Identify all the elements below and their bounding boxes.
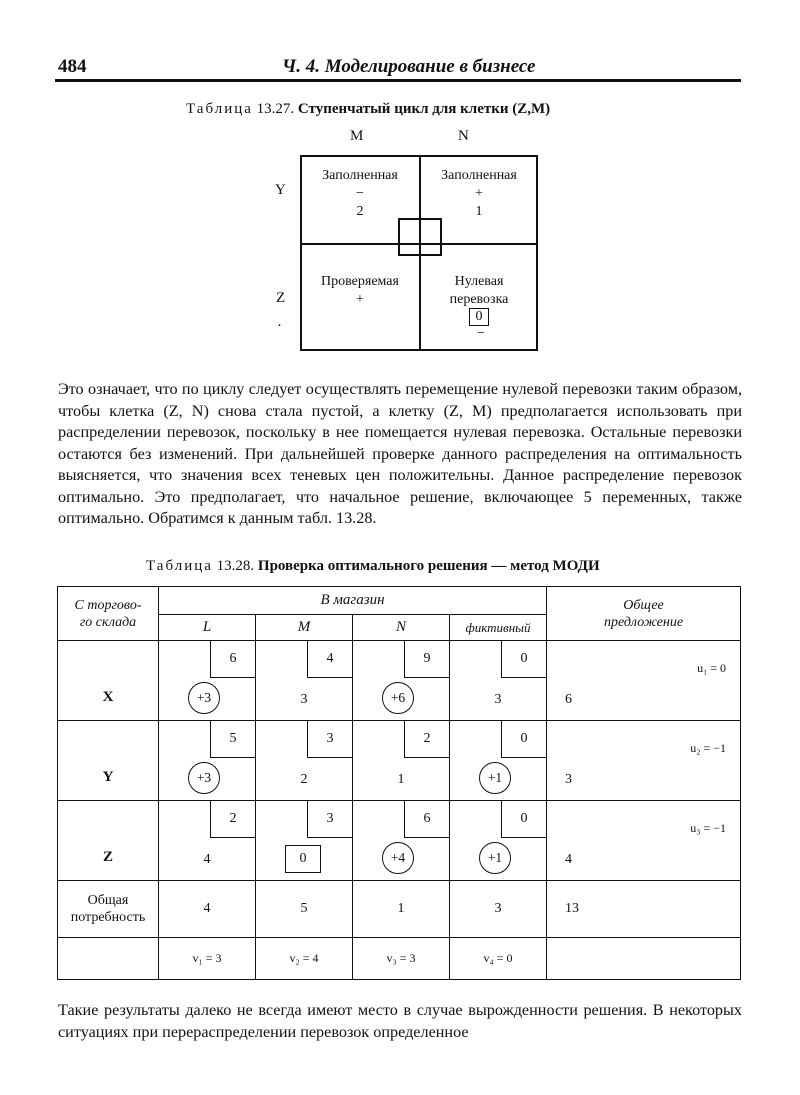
cell-ym-name: Заполненная — [322, 168, 398, 183]
alloc-x-dummy: 3 — [494, 692, 502, 707]
paragraph-2: Такие результаты далеко не всегда имеют место в случае вырожденности решения. В некоторых ситуациях при перераспределении перевозок определенное — [58, 1001, 742, 1041]
supply-y: 3 — [565, 772, 573, 787]
cell-zm — [302, 273, 418, 309]
table1-number: 13.27. — [256, 101, 295, 117]
table2-number: 13.28. — [216, 558, 255, 574]
cost-z-dummy: 0 — [501, 800, 546, 838]
cost-x-n: 9 — [404, 640, 449, 678]
cell-ym — [302, 167, 418, 221]
u2-potential: u₂ = −1 — [690, 741, 727, 755]
demand-l: 4 — [159, 881, 256, 938]
v4-potential: v₄ = 0 — [450, 938, 547, 980]
shadow-price-y-dummy: +1 — [479, 762, 511, 794]
v1-potential: v₁ = 3 — [159, 938, 256, 980]
u3-potential: u₃ = −1 — [690, 821, 727, 835]
shadow-price-y-l: +3 — [188, 762, 220, 794]
paragraph-1: Это означает, что по циклу следует осуществлять перемещение нулевой перевозки таким образом, чтобы клетка (Z, N) снова стала пустой, а клетку (Z, M) предполагается использовать при распределении перевозок, поскольку в нее помещается нулевая перевозка. Остальные перевозки остаются без изменений. При дальнейшей проверке данного распределения на оптимальность выясняется, что значения всех теневых цен положительны. Данное распределение перевозок оптимально. Это предполагает, что начальное решение, включающее 5 переменных, также оптимально. Обратимся к данным табл. 13.28. — [58, 380, 742, 527]
zero-alloc-z-m: 0 — [285, 845, 321, 873]
page-number: 484 — [58, 56, 87, 77]
cell-y-dummy — [450, 721, 547, 801]
shadow-price-z-n: +4 — [382, 842, 414, 874]
cost-x-l: 6 — [210, 640, 255, 678]
col-header-l: L — [159, 615, 256, 641]
alloc-y-n: 1 — [397, 772, 405, 787]
v3-potential: v₃ = 3 — [353, 938, 450, 980]
supply-z-cell — [547, 801, 741, 881]
cell-x-m — [256, 641, 353, 721]
supply-x: 6 — [565, 692, 573, 707]
col-header-m: M — [350, 128, 364, 144]
grand-total: 13 — [547, 881, 741, 938]
row-label-z: Z — [58, 801, 159, 881]
supply-header-line1: Общее — [623, 597, 664, 613]
v-row-empty — [547, 938, 741, 980]
cost-x-m: 4 — [307, 640, 352, 678]
cell-y-l — [159, 721, 256, 801]
cell-yn — [421, 167, 537, 221]
cell-y-m — [256, 721, 353, 801]
cell-yn-name: Заполненная — [441, 168, 517, 183]
col-header-n: N — [353, 615, 450, 641]
cost-z-m: 3 — [307, 800, 352, 838]
table2-label: Таблица — [146, 558, 213, 574]
demand-n: 1 — [353, 881, 450, 938]
alloc-y-m: 2 — [300, 772, 308, 787]
cell-x-n — [353, 641, 450, 721]
cell-x-l — [159, 641, 256, 721]
demand-dummy: 3 — [450, 881, 547, 938]
from-header-line2: го склада — [79, 614, 137, 630]
cell-ym-value: 2 — [356, 204, 364, 219]
header-rule — [55, 79, 741, 82]
col-header-n: N — [458, 128, 469, 144]
demand-label-line2: потребность — [70, 910, 146, 925]
cycle-marker-square — [398, 218, 442, 256]
cost-y-m: 3 — [307, 720, 352, 758]
to-store-header: В магазин — [159, 587, 547, 615]
v-row-label — [58, 938, 159, 980]
alloc-z-l: 4 — [203, 852, 211, 867]
cost-y-l: 5 — [210, 720, 255, 758]
table2-title: Проверка оптимального решения — метод МОДИ — [257, 558, 600, 574]
cell-zn-name2: перевозка — [449, 292, 509, 307]
row-header-z: Z — [276, 290, 286, 306]
total-supply-header — [547, 587, 741, 641]
demand-label-line1: Общая — [87, 893, 129, 908]
demand-m: 5 — [256, 881, 353, 938]
cell-zm-name: Проверяемая — [321, 274, 399, 289]
cell-zm-sign: + — [356, 292, 364, 307]
table1-caption — [186, 101, 550, 118]
alloc-x-m: 3 — [300, 692, 308, 707]
supply-x-cell — [547, 641, 741, 721]
cell-ym-sign: − — [356, 186, 364, 201]
cell-z-n — [353, 801, 450, 881]
cost-z-n: 6 — [404, 800, 449, 838]
cell-x-dummy — [450, 641, 547, 721]
shadow-price-x-l: +3 — [188, 682, 220, 714]
cell-y-n — [353, 721, 450, 801]
cost-y-n: 2 — [404, 720, 449, 758]
cost-x-dummy: 0 — [501, 640, 546, 678]
cell-z-m — [256, 801, 353, 881]
table1-title: Ступенчатый цикл для клетки (Z,M) — [297, 101, 551, 117]
row-dot: · — [277, 318, 282, 334]
cell-yn-value: 1 — [475, 204, 483, 219]
shadow-price-x-n: +6 — [382, 682, 414, 714]
cell-zn-name1: Нулевая — [454, 274, 504, 289]
zero-shipment-box: 0 — [469, 308, 489, 326]
cost-y-dummy: 0 — [501, 720, 546, 758]
cost-z-l: 2 — [210, 800, 255, 838]
supply-header-line2: предложение — [603, 614, 684, 630]
shadow-price-z-dummy: +1 — [479, 842, 511, 874]
table2-caption — [146, 558, 600, 575]
total-demand-label — [58, 881, 159, 938]
v2-potential: v₂ = 4 — [256, 938, 353, 980]
row-label-x: X — [58, 641, 159, 721]
cell-z-l — [159, 801, 256, 881]
col-header-m: M — [256, 615, 353, 641]
supply-y-cell — [547, 721, 741, 801]
modi-table — [57, 586, 741, 980]
cell-zn — [421, 273, 537, 309]
cell-zn-sign: − — [477, 326, 485, 341]
table1-label: Таблица — [186, 101, 253, 117]
cell-yn-sign: + — [475, 186, 483, 201]
from-warehouse-header — [58, 587, 159, 641]
running-title: Ч. 4. Моделирование в бизнесе — [282, 56, 536, 77]
cell-z-dummy — [450, 801, 547, 881]
u1-potential: u₁ = 0 — [697, 661, 727, 675]
row-label-y: Y — [58, 721, 159, 801]
supply-z: 4 — [565, 852, 573, 867]
from-header-line1: С торгово- — [74, 597, 142, 613]
col-header-dummy: фиктивный — [450, 615, 547, 641]
row-header-y: Y — [275, 182, 286, 198]
